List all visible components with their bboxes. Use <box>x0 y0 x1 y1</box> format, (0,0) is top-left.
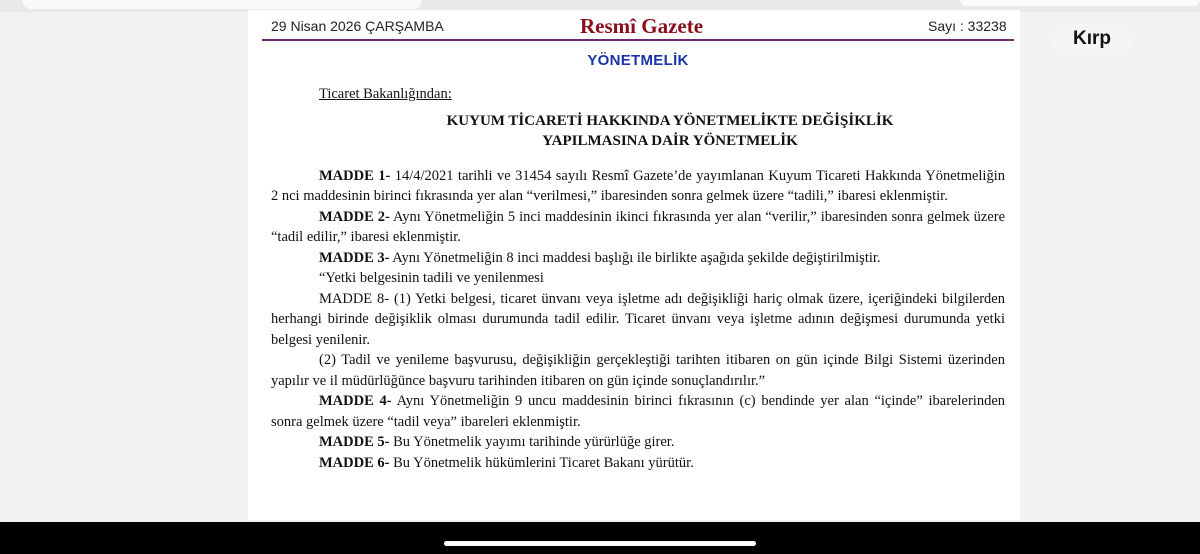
article-text: “Yetki belgesinin tadili ve yenilenmesi <box>319 270 544 286</box>
top-right-pill <box>960 0 1200 6</box>
header-divider <box>262 39 1014 41</box>
article-text: 14/4/2021 tarihli ve 31454 sayılı Resmî Gazete’de yayımlanan Kuyum Ticareti Hakkında Yönetmeliğin 2 nci maddesinin birinci fıkrasında yer alan “verilmesi,” ibaresinden sonra gelmek üzere “tadili,” ibaresi eklenmiştir. <box>271 167 1005 204</box>
article-text: Aynı Yönetmeliğin 8 inci maddesi başlığı ile birlikte aşağıda şekilde değiştirilmiştir. <box>389 249 881 266</box>
regulation-title-line2: YAPILMASINA DAİR YÖNETMELİK <box>542 133 798 149</box>
article-label: MADDE 6- <box>319 454 390 471</box>
article-paragraph <box>271 166 1005 207</box>
article-text: Bu Yönetmelik yayımı tarihinde yürürlüğe girer. <box>389 434 675 450</box>
article-paragraph <box>271 248 1005 269</box>
article-text: Bu Yönetmelik hükümlerini Ticaret Bakanı yürütür. <box>389 454 694 471</box>
article-text: MADDE 8- (1) Yetki belgesi, ticaret ünvanı veya işletme adı değişikliği hariç olmak üzere, içeriğindeki bilgilerden herhangi birinde değişiklik olması durumunda tadil edilir. Ticaret ünvanı veya işletme adının değişmesi durumunda yetki belgesi yenilenir. <box>271 290 1005 348</box>
article-label: MADDE 1- <box>319 167 391 184</box>
top-left-pill <box>22 0 422 9</box>
article-label: MADDE 2- <box>319 208 390 225</box>
article-paragraph <box>271 268 1005 289</box>
article-text: Aynı Yönetmeliğin 9 uncu maddesinin birinci fıkrasının (c) bendinde yer alan “içinde” ibarelerinden sonra gelmek üzere “tadil veya” ibareleri eklenmiştir. <box>271 393 1006 430</box>
article-paragraph <box>271 350 1005 391</box>
gazette-logo: Resmî Gazete <box>580 14 704 38</box>
article-paragraph <box>271 289 1005 351</box>
crop-button[interactable]: Kırp <box>1050 20 1134 58</box>
article-paragraph <box>271 453 1005 474</box>
article-label: MADDE 5- <box>319 434 390 450</box>
section-title: YÖNETMELİK <box>587 52 689 69</box>
bottom-bar <box>0 522 1200 554</box>
document-body[interactable] <box>271 84 1005 473</box>
article-label: MADDE 4- <box>319 393 392 409</box>
article-label: MADDE 3- <box>319 249 390 266</box>
gazette-date: 29 Nisan 2026 ÇARŞAMBA <box>271 18 444 34</box>
article-paragraph <box>271 432 1005 453</box>
article-paragraph <box>271 207 1005 248</box>
article-text: (2) Tadil ve yenileme başvurusu, değişikliğin gerçekleştiği tarihten itibaren on gün içinde Bilgi Sistemi üzerinden yapılır ve il müdürlüğünce başvuru tarihinden itibaren on gün içinde sonuçlandırılır.” <box>271 352 1005 389</box>
gazette-issue-number: Sayı : 33238 <box>928 18 1007 34</box>
regulation-title-line1: KUYUM TİCARETİ HAKKINDA YÖNETMELİKTE DEĞİŞİKLİK <box>446 112 894 129</box>
article-text: Aynı Yönetmeliğin 5 inci maddesinin ikinci fıkrasında yer alan “verilir,” ibaresinden sonra gelmek üzere “tadil edilir,” ibaresi eklenmiştir. <box>271 208 1005 245</box>
article-paragraph <box>271 391 1005 432</box>
regulation-title <box>271 111 1005 152</box>
issuer: Ticaret Bakanlığından: <box>319 86 452 102</box>
home-indicator[interactable] <box>444 541 756 546</box>
